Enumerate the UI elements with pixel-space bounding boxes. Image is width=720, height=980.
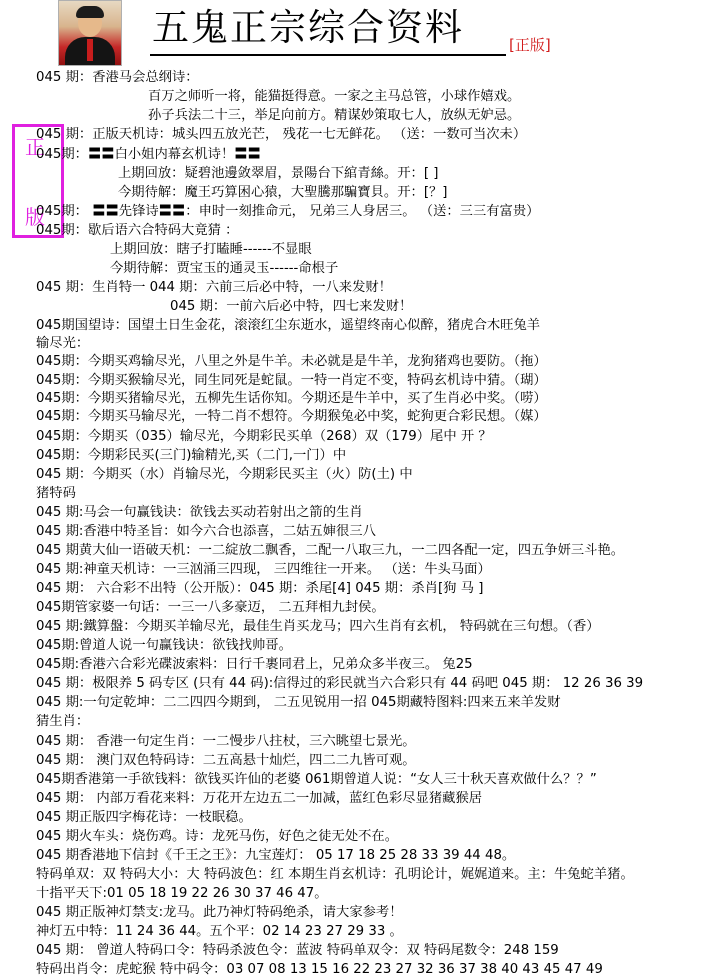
text-line: 045 期： 六合彩不出特（公开版）：045 期：杀尾[4] 045 期：杀肖[狗 马 ] — [36, 581, 484, 596]
text-line: 045 期：香港马会总纲诗： — [36, 70, 199, 85]
text-line: 猜生肖： — [36, 714, 90, 729]
text-line: 045 期： 香港一句定生肖：一二慢步八拄杖，三六眺望七景光。 — [36, 734, 416, 749]
text-line: 045 期：今期买（水）肖输尽光，今期彩民买主（火）防(土) 中 — [36, 467, 413, 482]
text-line: 孙子兵法二十三，举足向前方。精谋妙策取七人，放纵无妒忌。 — [148, 108, 521, 123]
text-line: 045期： 〓〓先锋诗〓〓：申时一刻推命元， 兄弟三人身居三。 （送：三三有富贵） — [36, 204, 540, 219]
text-line: 045 期： 内部万看花来料：万花开左边五二一加减，蓝红色彩尽显猪藏猴居 — [36, 791, 483, 806]
text-line: 045 期正版神灯禁支:龙马。此乃神灯特码绝杀，请大家参考！ — [36, 905, 403, 920]
version-badge: [正版] — [509, 36, 551, 54]
side-mark-zheng: 正 — [25, 135, 45, 159]
text-line: 045期:曾道人说一句赢钱诀：欲钱找帅哥。 — [36, 638, 292, 653]
text-line: 045 期:神童天机诗：一三汹涌三四现， 三四维往一开来。 （送：牛头马面） — [36, 562, 491, 577]
avatar-tie — [87, 39, 93, 61]
text-line: 045 期正版四字梅花诗：一枝眠稳。 — [36, 810, 252, 825]
text-line: 045 期:马会一句赢钱诀：欲钱去买动若射出之箭的生肖 — [36, 505, 363, 520]
page-title: 五鬼正宗综合资料 — [152, 6, 464, 49]
text-line: 上期回放：疑碧池邊敛翠眉，景陽台下綰青絲。开：[ ] — [118, 166, 439, 181]
text-line: 045期管家婆一句话：一三一八多豪迈， 二五拜相九封侯。 — [36, 600, 385, 615]
text-line: 045 期香港地下信封《千王之王》：九宝莲灯： 05 17 18 25 28 33 39 44 48。 — [36, 848, 516, 863]
side-mark-ban: 版 — [25, 205, 45, 229]
text-line: 045 期:香港中特圣旨：如今六合也添喜，二姑五婶很三八 — [36, 524, 376, 539]
text-line: 十指平天下:01 05 18 19 22 26 30 37 46 47。 — [36, 886, 328, 901]
text-line: 045期：歇后语六合特码大竟猜 ： — [36, 223, 239, 238]
text-line: 猪特码 — [36, 486, 76, 501]
text-line: 上期回放：瞎子打瞌睡------不显眼 — [110, 242, 312, 257]
text-line: 百万之师听一将，能猫挺得意。一家之主马总管，小球作嬉戏。 — [148, 89, 521, 104]
text-line: 045期国望诗：国望土日生金花，滚滚红尘东逝水，遥望终南心似醉，猪虎合木旺兔羊 — [36, 318, 541, 333]
text-line: 今期待解：贾宝玉的通灵玉------命根子 — [110, 261, 339, 276]
text-line: 045期香港第一手欲钱料：欲钱买许仙的老婆 061期曾道人说：“女人三十秋天喜欢做什么？？” — [36, 772, 597, 787]
text-line: 045期：今期买猴输尽光，同生同死是蛇鼠。一特一肖定不变，特码玄机诗中猜。（瑚） — [36, 373, 547, 388]
text-line: 045期:香港六合彩光碟波索料：日行千裹同君上，兄弟众多半夜三。 兔25 — [36, 657, 473, 672]
text-line: 神灯五中特：11 24 36 44。五个平：02 14 23 27 29 33 。 — [36, 924, 403, 939]
text-line: 045 期：正版天机诗：城头四五放光芒， 残花一七无鲜花。 （送：一数可当次未） — [36, 127, 527, 142]
text-line: 今期待解：魔王巧算困心猿，大聖騰那騙寶貝。开：[？] — [118, 185, 448, 200]
text-line: 045 期：一前六后必中特，四七来发财！ — [170, 299, 413, 314]
page-header — [0, 0, 720, 66]
avatar — [58, 0, 122, 66]
text-line: 045 期：极限养 5 码专区 (只有 44 码):信得过的彩民就当六合彩只有 44 码吧 045 期： 12 26 36 39 — [36, 676, 644, 691]
text-line: 045期：今期买（035）输尽光，今期彩民买单（268）双（179）尾中 开 ？ — [36, 429, 492, 444]
text-line: 045 期:鐵算盤：今期买羊输尽光，最佳生肖买龙马；四六生肖有玄机， 特码就在三句想。（香） — [36, 619, 600, 634]
text-line: 045 期：生肖特一 044 期：六前三后必中特，一八来发财！ — [36, 280, 392, 295]
text-line: 特码出肖令：虎蛇猴 特中码令：03 07 08 13 15 16 22 23 27 32 36 37 38 40 43 45 47 49 — [36, 962, 603, 977]
title-underline — [150, 54, 506, 56]
text-line: 特码单双：双 特码大小：大 特码波色：红 本期生肖玄机诗：孔明论计，娓娓道来。主：牛兔蛇羊猪。 — [36, 867, 634, 882]
text-line: 045期：〓〓白小姐内幕玄机诗！〓〓 — [36, 147, 261, 162]
text-line: 045 期火车头：烧伤鸡。诗：龙死马伤，好色之徒无处不在。 — [36, 829, 399, 844]
text-line: 045 期黄大仙一语破天机：一二綻放二飘香，二配一八取三九，一二四各配一定，四五争妍三斗艳。 — [36, 543, 625, 558]
text-line: 045期：今期买马输尽光，一特二肖不想符。今期猴兔必中奖，蛇狗更合彩民想。（媒） — [36, 409, 547, 424]
text-line: 045 期:一句定乾坤：二二四四今期到， 二五见锐用一招 045期藏特图料:四来五来羊发财 — [36, 695, 561, 710]
text-line: 045 期： 澳门双色特码诗：二五高悬十灿烂，四二二九皆可观。 — [36, 753, 416, 768]
text-line: 045期：今期买猪输尽光，五柳先生话你知。今期还是牛羊中，买了生肖必中奖。（唠） — [36, 391, 547, 406]
text-line: 045期：今期彩民买(三门)输精光,买（二门,一门）中 — [36, 448, 347, 463]
avatar-hair — [76, 6, 104, 18]
text-line: 045期：今期买鸡输尽光，八里之外是牛羊。未必就是是牛羊，龙狗猪鸡也要防。（拖） — [36, 354, 547, 369]
text-line: 输尽光： — [36, 336, 90, 351]
text-line: 045 期： 曾道人特码口令：特码杀波色令：蓝波 特码单双令：双 特码尾数令：248 159 — [36, 943, 559, 958]
